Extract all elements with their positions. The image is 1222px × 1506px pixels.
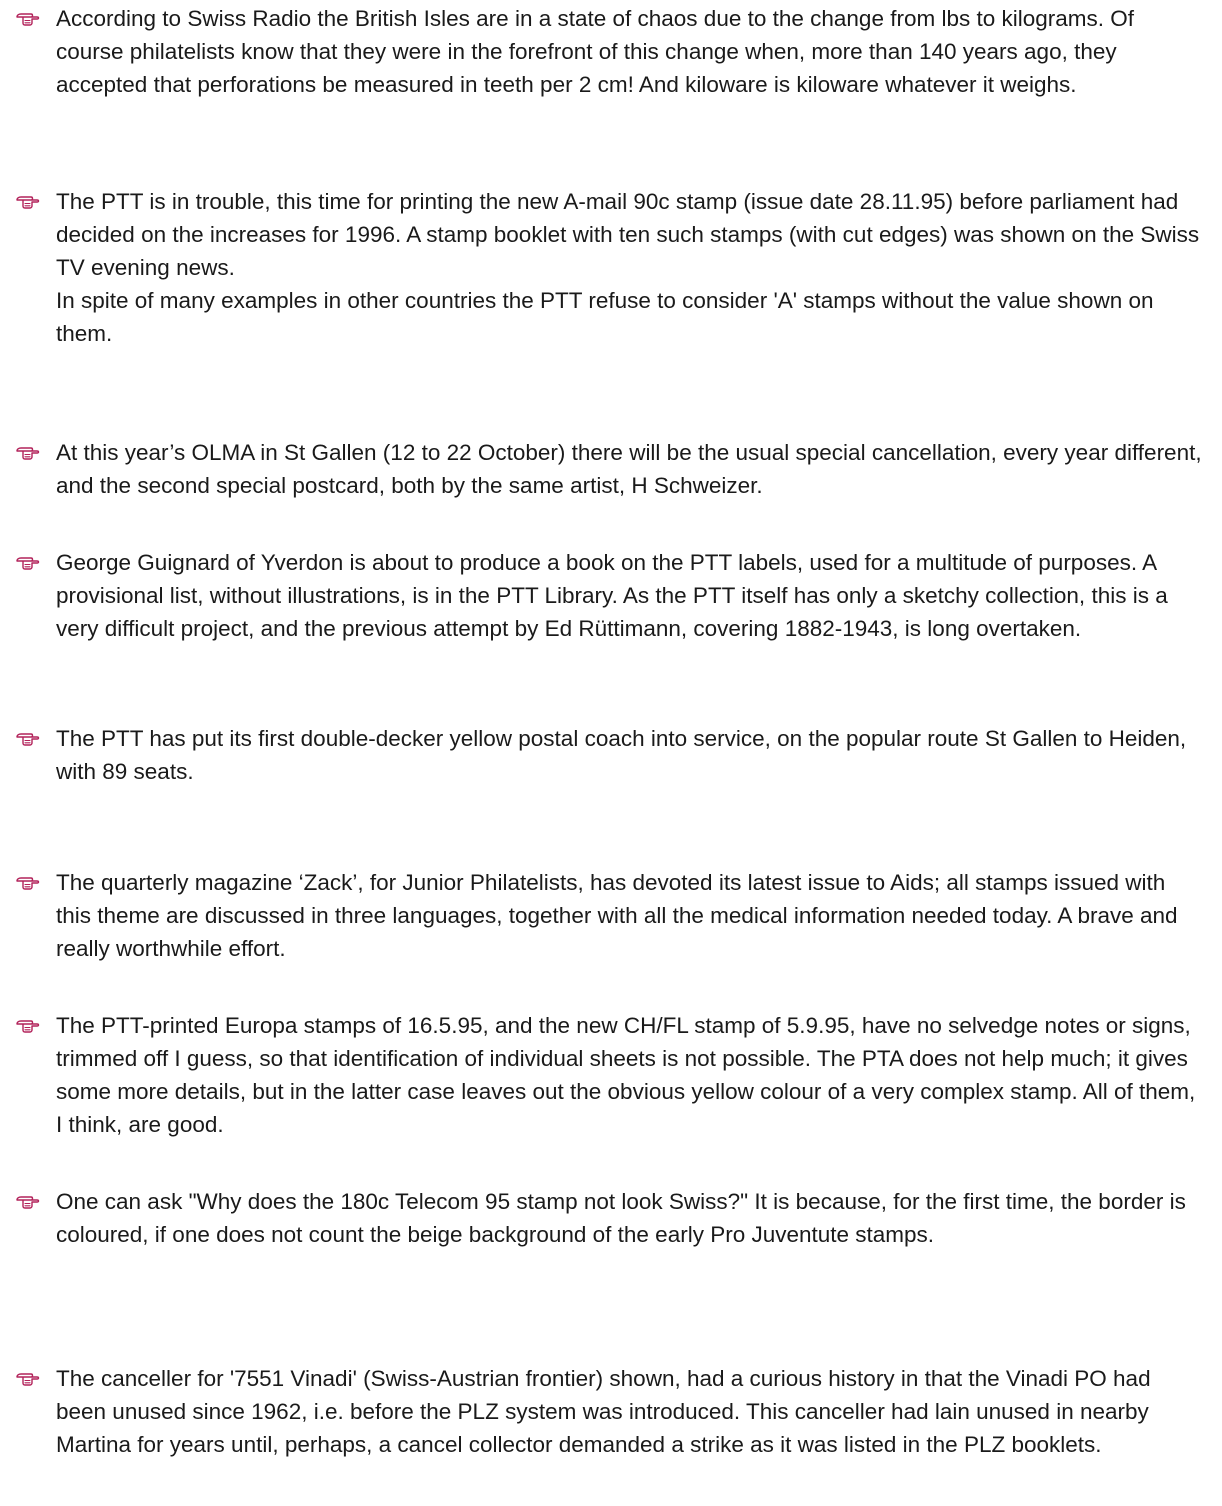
paragraph: One can ask "Why does the 180c Telecom 95 stamp not look Swiss?" It is because, for the first time, the border is coloured, if one does not count the beige background of the early Pro Juventute stamps. [56, 1189, 1186, 1247]
pointing-hand-icon [16, 1185, 46, 1218]
paragraph: George Guignard of Yverdon is about to produce a book on the PTT labels, used for a multitude of purposes. A provisional list, without illustrations, is in the PTT Library. As the PTT itself has only a sketchy collection, this is a very difficult project, and the previous attempt by Ed Rüttimann, covering 1882-1943, is long overtaken. [56, 550, 1168, 641]
news-item-text [56, 866, 1206, 965]
paragraph: The canceller for '7551 Vinadi' (Swiss-Austrian frontier) shown, had a curious history in that the Vinadi PO had been unused since 1962, i.e. before the PLZ system was introduced. This canceller had lain unused in nearby Martina for years until, perhaps, a cancel collector demanded a strike as it was listed in the PLZ booklets. [56, 1366, 1151, 1457]
paragraph: The PTT has put its first double-decker yellow postal coach into service, on the popular route St Gallen to Heiden, with 89 seats. [56, 726, 1187, 784]
pointing-hand-icon [16, 1362, 46, 1395]
news-item-text [56, 1185, 1206, 1251]
news-item-text [56, 1009, 1206, 1141]
news-item-text [56, 2, 1206, 101]
news-item-text [56, 436, 1206, 502]
pointing-hand-icon [16, 722, 46, 755]
news-item-text [56, 722, 1206, 788]
pointing-hand-icon [16, 436, 46, 469]
pointing-hand-icon [16, 2, 46, 35]
paragraph: The PTT-printed Europa stamps of 16.5.95, and the new CH/FL stamp of 5.9.95, have no selvedge notes or signs, trimmed off I guess, so that identification of individual sheets is not possible. The PTA does not help much; it gives some more details, but in the latter case leaves out the obvious yellow colour of a very complex stamp. All of them, I think, are good. [56, 1013, 1196, 1137]
paragraph: In spite of many examples in other countries the PTT refuse to consider 'A' stamps without the value shown on them. [56, 288, 1154, 346]
paragraph: The quarterly magazine ‘Zack’, for Junior Philatelists, has devoted its latest issue to Aids; all stamps issued with this theme are discussed in three languages, together with all the medical information needed today. A brave and really worthwhile effort. [56, 870, 1178, 961]
paragraph: The PTT is in trouble, this time for printing the new A-mail 90c stamp (issue date 28.11.95) before parliament had decided on the increases for 1996. A stamp booklet with ten such stamps (with cut edges) was shown on the Swiss TV evening news. [56, 189, 1200, 280]
pointing-hand-icon [16, 546, 46, 579]
paragraph: At this year’s OLMA in St Gallen (12 to 22 October) there will be the usual special cancellation, every year different, and the second special postcard, both by the same artist, H Schweizer. [56, 440, 1202, 498]
news-item-text [56, 546, 1206, 645]
paragraph: According to Swiss Radio the British Isles are in a state of chaos due to the change from lbs to kilograms. Of course philatelists know that they were in the forefront of this change when, more than 140 years ago, they accepted that perforations be measured in teeth per 2 cm! And kiloware is kiloware whatever it weighs. [56, 6, 1135, 97]
pointing-hand-icon [16, 866, 46, 899]
pointing-hand-icon [16, 185, 46, 218]
news-item-text [56, 185, 1206, 350]
news-item-text [56, 1362, 1206, 1461]
pointing-hand-icon [16, 1009, 46, 1042]
